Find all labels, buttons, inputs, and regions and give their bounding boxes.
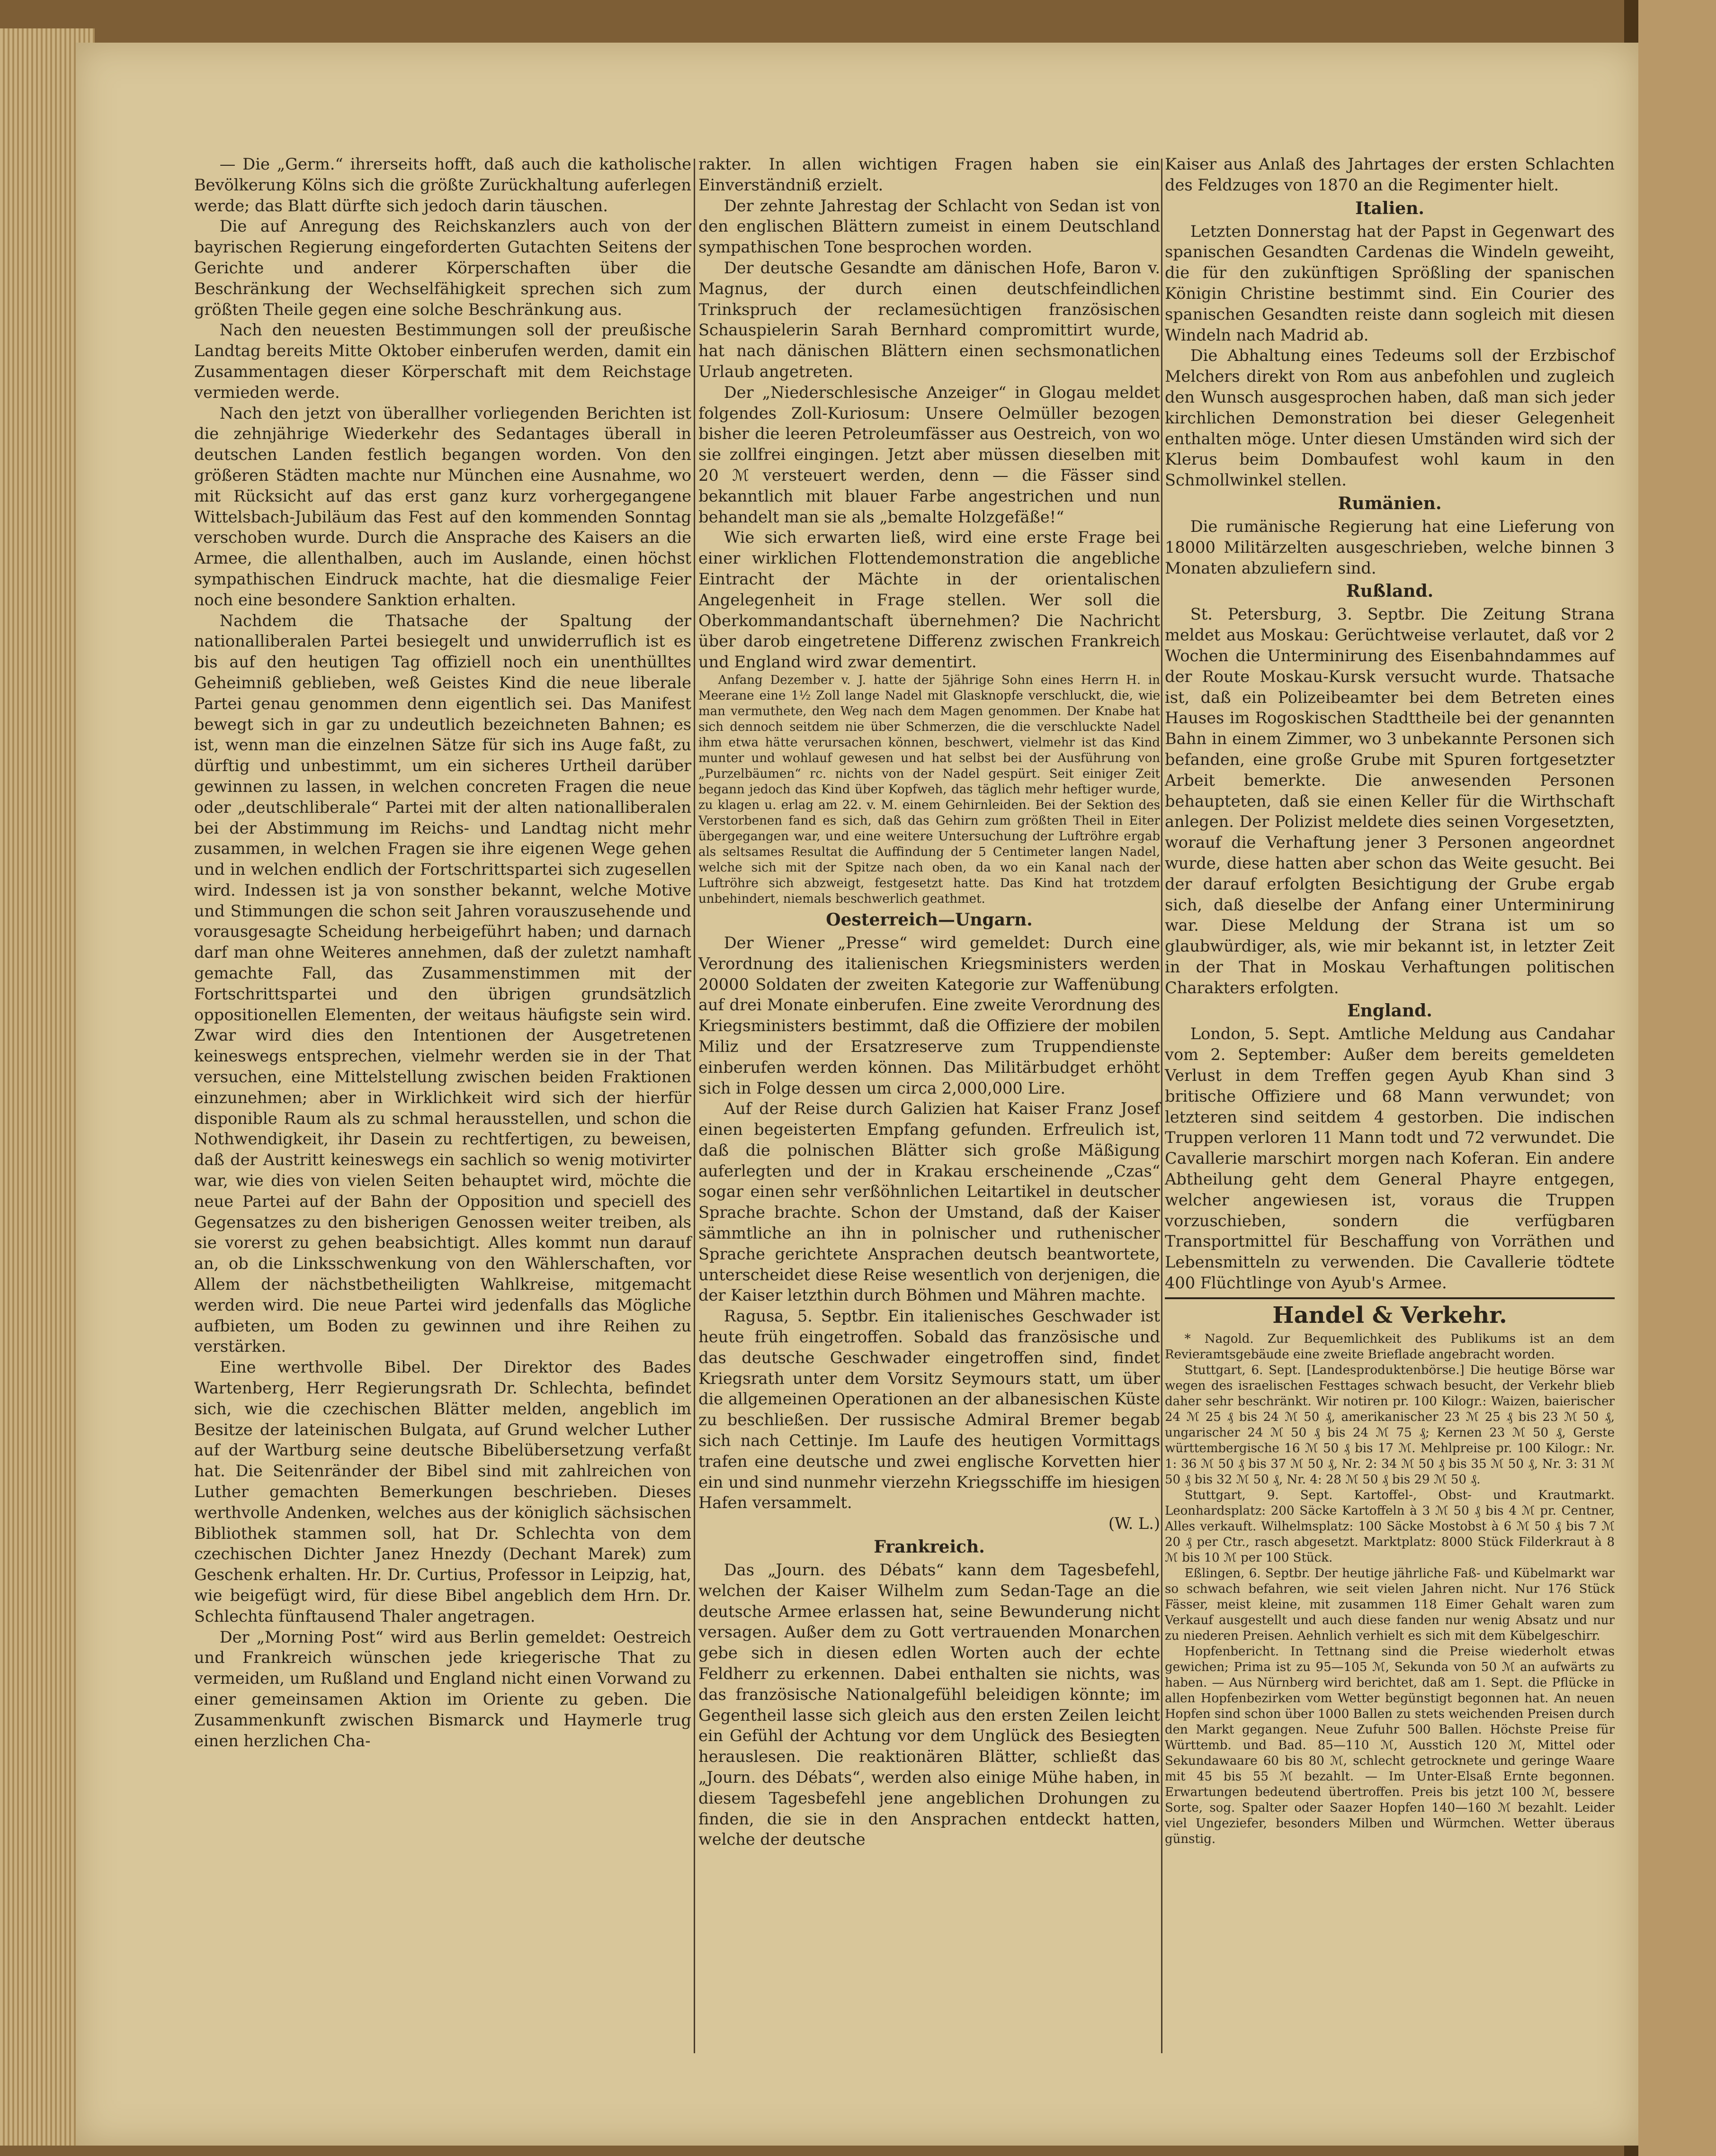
- trade-paragraph: Eßlingen, 6. Septbr. Der heutige jährliche Faß- und Kübelmarkt war so schwach befahren, wie seit vielen Jahren nicht. Nur 176 Stück Fässer, meist kleine, mit zusammen 118 Eimer Gehalt waren zum Verkauf ausgestellt und auch diese fanden nur wenig Absatz und nur zu niederen Preisen. Aehnlich verhielt es sich mit dem Kübelgeschirr.: [1165, 1566, 1615, 1643]
- section-heading-england: England.: [1347, 1001, 1432, 1021]
- section-heading-italy: Italien.: [1355, 198, 1424, 218]
- article-paragraph: — Die „Germ.“ ihrerseits hofft, daß auch die katholische Bevölkerung Kölns sich die größte Zurückhaltung auferlegen werde; das Blatt dürfte sich jedoch darin täuschen.: [194, 155, 691, 215]
- article-paragraph: St. Petersburg, 3. Septbr. Die Zeitung Strana meldet aus Moskau: Gerüchtweise verlautet, daß vor 2 Wochen die Unterminirung des Eisenbahndammes auf der Route Moskau-Kursk versucht wurde. Thatsache ist, daß ein Polizeibeamter bei dem Betreten eines Hauses im Rogoskischen Stadttheile bei der genannten Bahn in einem Zimmer, wo 3 unbekannte Personen sich befanden, eine große Grube mit Spuren fortgesetzter Arbeit bemerkte. Die anwesenden Personen behaupteten, daß sie einen Keller für die Wirthschaft anlegen. Der Polizist meldete dies seinen Vorgesetzten, worauf die Verhaftung jener 3 Personen angeordnet wurde, diese hatten aber schon das Weite gesucht. Bei der darauf erfolgten Besichtigung der Grube ergab sich, daß dieselbe der Anfang einer Unterminirung war. Diese Meldung der Strana ist um so glaubwürdiger, als, wie mir bekannt ist, in letzter Zeit in der That in Moskau Verhaftungen politischen Charakters erfolgten.: [1165, 605, 1615, 997]
- section-heading-romania: Rumänien.: [1338, 493, 1442, 513]
- article-paragraph: Ragusa, 5. Septbr. Ein italienisches Geschwader ist heute früh eingetroffen. Sobald das französische und das deutsche Geschwader eingetroffen sind, findet Kriegsrath unter dem Vorsitz Seymours statt, um über die allgemeinen Operationen an der albanesischen Küste zu beschließen. Der russische Admiral Bremer begab sich nach Cettinje. Im Laufe des heutigen Vormittags trafen eine deutsche und zwei englische Korvetten hier ein und sind nunmehr vierzehn Kriegsschiffe im hiesigen Hafen versammelt.: [698, 1307, 1160, 1512]
- section-heading-trade: Handel & Verkehr.: [1165, 1297, 1615, 1329]
- article-paragraph: London, 5. Sept. Amtliche Meldung aus Candahar vom 2. September: Außer dem bereits gemeldeten Verlust in dem Treffen gegen Ayub Khan sind 3 britische Offiziere und 68 Mann verwundet; von letzteren sind seitdem 4 gestorben. Die indischen Truppen verloren 11 Mann todt und 72 verwundet. Die Cavallerie marschirt morgen nach Koferan. Ein andere Abtheilung geht dem General Phayre entgegen, welcher angewiesen ist, voraus die Truppen vorzuschieben, sondern die verfügbaren Transportmittel für Beschaffung von Vorräthen und Lebensmitteln zu verwenden. Die Cavallerie tödtete 400 Flüchtlinge von Ayub's Armee.: [1165, 1024, 1615, 1293]
- trade-paragraph: Hopfenbericht. In Tettnang sind die Preise wiederholt etwas gewichen; Prima ist zu 95—105 ℳ, Sekunda von 50 ℳ an aufwärts zu haben. — Aus Nürnberg wird berichtet, daß am 1. Sept. die Pflücke in allen Hopfenbezirken vom Wetter begünstigt begonnen hat. An neuen Hopfen sind schon über 1000 Ballen zu stets weichenden Preisen durch den Markt gegangen. Neue Zufuhr 500 Ballen. Höchste Preise für Württemb. und Bad. 85—110 ℳ, Ausstich 120 ℳ, Mittel oder Sekundawaare 60 bis 80 ℳ, schlecht getrocknete und geringe Waare mit 45 bis 55 ℳ bezahlt. — Im Unter-Elsaß Ernte begonnen. Erwartungen bedeutend übertroffen. Preis bis jetzt 100 ℳ, bessere Sorte, sog. Spalter oder Saazer Hopfen 140—160 ℳ bezahlt. Leider viel Ungeziefer, besonders Milben und Würmchen. Wetter überaus günstig.: [1165, 1644, 1615, 1846]
- column-1: [194, 154, 691, 1751]
- article-paragraph: Nach den jetzt von überallher vorliegenden Berichten ist die zehnjährige Wiederkehr des Sedantages überall in deutschen Landen festlich begangen worden. Von den größeren Städten machte nur München eine Ausnahme, wo mit Rücksicht auf das erst ganz kurz vorhergegangene Wittelsbach-Jubiläum das Fest auf den kommenden Sonntag verschoben wurde. Durch die Ansprache des Kaisers an die Armee, die allenthalben, auch im Auslande, einen höchst sympathischen Eindruck machte, hat die diesmalige Feier noch eine besondere Sanktion erhalten.: [194, 404, 691, 609]
- section-heading-france: Frankreich.: [874, 1537, 985, 1557]
- article-paragraph: Der zehnte Jahrestag der Schlacht von Sedan ist von den englischen Blättern zumeist in einem Deutschland sympathischen Tone besprochen worden.: [698, 196, 1160, 257]
- article-signature: (W. L.): [1108, 1514, 1160, 1533]
- article-paragraph: Der deutsche Gesandte am dänischen Hofe, Baron v. Magnus, der durch einen deutschfeindlichen Trinkspruch der reclamesüchtigen französischen Schauspielerin Sarah Bernhard compromittirt wurde, hat nach dänischen Blättern einen sechsmonatlichen Urlaub angetreten.: [698, 258, 1160, 381]
- section-heading-russia: Rußland.: [1346, 581, 1434, 602]
- small-print-paragraph: Anfang Dezember v. J. hatte der 5jährige Sohn eines Herrn H. in Meerane eine 1½ Zoll lange Nadel mit Glasknopfe verschluckt, die, wie man vermuthete, den Weg nach dem Magen genommen. Der Knabe hat sich dennoch seitdem nie über Schmerzen, die die verschluckte Nadel ihm etwa hätte verursachen können, beschwert, vielmehr ist das Kind munter und wohlauf gewesen und hat selbst bei der Ausführung von „Purzelbäumen“ rc. nichts von der Nadel gespürt. Seit einiger Zeit begann jedoch das Kind über Kopfweh, das täglich mehr heftiger wurde, zu klagen u. erlag am 22. v. M. einem Gehirnleiden. Bei der Sektion des Verstorbenen fand es sich, daß das Gehirn zum größten Theil in Eiter übergegangen war, und eine weitere Untersuchung der Luftröhre ergab als seltsames Resultat die Auffindung der 5 Centimeter langen Nadel, welche sich mit der Spitze nach oben, da wo ein Kanal nach der Luftröhre sich abzweigt, festgesetzt hatte. Das Kind hat trotzdem unbehindert, niemals beschwerlich geathmet.: [698, 673, 1160, 906]
- article-paragraph: Die auf Anregung des Reichskanzlers auch von der bayrischen Regierung eingeforderten Gutachten Seitens der Gerichte und anderer Körperschaften über die Beschränkung der Wechselfähigkeit sprechen sich zum größten Theile gegen eine solche Beschränkung aus.: [194, 217, 691, 319]
- section-heading-austria: Oesterreich—Ungarn.: [826, 909, 1033, 930]
- article-paragraph: Wie sich erwarten ließ, wird eine erste Frage bei einer wirklichen Flottendemonstration die angebliche Eintracht der Mächte in der orientalischen Angelegenheit in Frage stellen. Wer soll die Oberkommandantschaft übernehmen? Die Nachricht über darob eingetretene Differenz zwischen Frankreich und England wird zwar dementirt.: [698, 528, 1160, 672]
- trade-paragraph: * Nagold. Zur Bequemlichkeit des Publikums ist an dem Revieramtsgebäude eine zweite Brieflade angebracht worden.: [1165, 1331, 1615, 1362]
- column-divider: [694, 159, 695, 2053]
- article-paragraph: Der „Morning Post“ wird aus Berlin gemeldet: Oestreich und Frankreich wünschen jede kriegerische That zu vermeiden, um Rußland und England nicht einen Vorwand zu einer gemeinsamen Aktion im Oriente zu geben. Die Zusammenkunft zwischen Bismarck und Haymerle trug einen herzlichen Cha-: [194, 1627, 691, 1750]
- article-paragraph: Das „Journ. des Débats“ kann dem Tagesbefehl, welchen der Kaiser Wilhelm zum Sedan-Tage an die deutsche Armee erlassen hat, seine Bewunderung nicht versagen. Außer dem zu Gott vertrauenden Monarchen gebe sich in diesen edlen Worten auch der echte Feldherr zu erkennen. Dabei enthalten sie nichts, was das französische Nationalgefühl beleidigen könnte; im Gegentheil lasse sich gleich aus den ersten Zeilen leicht ein Gefühl der Achtung vor dem Unglück des Besiegten herauslesen. Die reaktionären Blätter, schließt das „Journ. des Débats“, werden also einige Mühe haben, in diesem Tagesbefehl jene angeblichen Drohungen zu finden, die sie in den Ansprachen entdeckt hatten, welche der deutsche: [698, 1561, 1160, 1849]
- column-2: [698, 154, 1160, 1850]
- trade-paragraph: Stuttgart, 9. Sept. Kartoffel-, Obst- und Krautmarkt. Leonhardsplatz: 200 Säcke Kartoffeln à 3 ℳ 50 ₰ bis 4 ℳ pr. Centner, Alles verkauft. Wilhelmsplatz: 100 Säcke Mostobst à 6 ℳ 50 ₰ bis 7 ℳ 20 ₰ per Ctr., rasch abgesetzt. Marktplatz: 8000 Stück Filderkraut à 8 ℳ bis 10 ℳ per 100 Stück.: [1165, 1488, 1615, 1565]
- article-paragraph: Die rumänische Regierung hat eine Lieferung von 18000 Militärzelten ausgeschrieben, welche binnen 3 Monaten abzuliefern sind.: [1165, 517, 1615, 577]
- article-paragraph: Nach den neuesten Bestimmungen soll der preußische Landtag bereits Mitte Oktober einberufen werden, damit ein Zusammentagen dieser Körperschaft mit dem Reichstage vermieden werde.: [194, 321, 691, 402]
- article-paragraph: Auf der Reise durch Galizien hat Kaiser Franz Josef einen begeisterten Empfang gefunden. Erfreulich ist, daß die polnischen Blätter sich große Mäßigung auferlegten und der in Krakau erscheinende „Czas“ sogar einen sehr verßöhnlichen Leitartikel in deutscher Sprache brachte. Schon der Umstand, daß der Kaiser sämmtliche an ihn in polnischer und ruthenischer Sprache gerichtete Ansprachen deutsch beantwortete, unterscheidet diese Reise wesentlich von derjenigen, die der Kaiser letzthin durch Böhmen und Mähren machte.: [698, 1099, 1160, 1305]
- article-paragraph: Letzten Donnerstag hat der Papst in Gegenwart des spanischen Gesandten Cardenas die Windeln geweiht, die für den zukünftigen Sprößling der spanischen Königin Christine bestimmt sind. Ein Courier des spanischen Gesandten reiste dann sogleich mit diesen Windeln nach Madrid ab.: [1165, 222, 1615, 344]
- article-paragraph: Der Wiener „Presse“ wird gemeldet: Durch eine Verordnung des italienischen Kriegsministers werden 20000 Soldaten der zweiten Kategorie zur Waffenübung auf drei Monate einberufen. Eine zweite Verordnung des Kriegsministers bestimmt, daß die Offiziere der mobilen Miliz und der Ersatzreserve zum Truppendienste einberufen werden können. Das Militärbudget erhöht sich in Folge dessen um circa 2,000,000 Lire.: [698, 933, 1160, 1097]
- article-paragraph: Der „Niederschlesische Anzeiger“ in Glogau meldet folgendes Zoll-Kuriosum: Unsere Oelmüller bezogen bisher die leeren Petroleumfässer aus Oestreich, von wo sie zollfrei eingingen. Jetzt aber müssen dieselben mit 20 ℳ versteuert werden, denn — die Fässer sind bekanntlich mit blauer Farbe angestrichen und nun behandelt man sie als „bemalte Holzgefäße!“: [698, 383, 1160, 526]
- article-paragraph: Nachdem die Thatsache der Spaltung der nationalliberalen Partei besiegelt und unwiderruflich ist es bis auf den heutigen Tag offiziell noch ein unenthülltes Geheimniß geblieben, weß Geistes Kind die neue liberale Partei genau genommen denn eigentlich sei. Das Manifest bewegt sich in gar zu undeutlich bezeichneten Bahnen; es ist, wenn man die einzelnen Sätze für sich ins Auge faßt, zu dürftig und unbestimmt, um ein sicheres Urtheil darüber gewinnen zu lassen, in welchen concreten Fragen die neue oder „deutschliberale“ Partei mit der alten nationalliberalen bei der Abstimmung im Reichs- und Landtag nicht mehr zusammen, in welchen Fragen sie ihre eigenen Wege gehen und in welchen endlich der Fortschrittspartei sich zugesellen wird. Indessen ist ja von sonsther bekannt, welche Motive und Stimmungen die schon seit Jahren vorauszusehende und vorausgesagte Scheidung herbeigeführt haben; und darnach darf man ohne Weiteres annehmen, daß der zuletzt namhaft gemachte Fall, das Zusammenstimmen mit der Fortschrittspartei und den übrigen grundsätzlich oppositionellen Elementen, der weitaus häufigste sein wird. Zwar wird dies den Intentionen der Ausgetretenen keineswegs entsprechen, vielmehr werden sie in der That versuchen, eine Mittelstellung zwischen beiden Fraktionen einzunehmen; aber in Wirklichkeit wird sich der hierfür disponible Raum als zu schmal herausstellen, und schon die Nothwendigkeit, ihr Dasein zu rechtfertigen, zu beweisen, daß der Austritt keineswegs ein sachlich so wenig motivirter war, wie dies von vielen Seiten behauptet wird, möchte die neue Partei auf der Bahn der Opposition und speciell des Gegensatzes zu den bisherigen Genossen weiter treiben, als sie vorerst zu gehen beabsichtigt. Alles kommt nun darauf an, ob die Linksschwenkung von den Wählerschaften, vor Allem der nächstbetheiligten Wahlkreise, mitgemacht werden wird. Die neue Partei wird jedenfalls das Mögliche aufbieten, um Boden zu gewinnen und ihre Reihen zu verstärken.: [194, 611, 691, 1356]
- article-paragraph: Kaiser aus Anlaß des Jahrtages der ersten Schlachten des Feldzuges von 1870 an die Regimenter hielt.: [1165, 155, 1615, 194]
- trade-paragraph: Stuttgart, 6. Sept. [Landesproduktenbörse.] Die heutige Börse war wegen des israelischen Festtages schwach besucht, der Verkehr blieb daher sehr beschränkt. Wir notiren pr. 100 Kilogr.: Waizen, baierischer 24 ℳ 25 ₰ bis 24 ℳ 50 ₰, amerikanischer 23 ℳ 25 ₰ bis 23 ℳ 50 ₰, ungarischer 24 ℳ 50 ₰ bis 24 ℳ 75 ₰; Kernen 23 ℳ 50 ₰, Gerste württembergische 16 ℳ 50 ₰ bis 17 ℳ. Mehlpreise pr. 100 Kilogr.: Nr. 1: 36 ℳ 50 ₰ bis 37 ℳ 50 ₰, Nr. 2: 34 ℳ 50 ₰ bis 35 ℳ 50 ₰, Nr. 3: 31 ℳ 50 ₰ bis 32 ℳ 50 ₰, Nr. 4: 28 ℳ 50 ₰ bis 29 ℳ 50 ₰.: [1165, 1363, 1615, 1487]
- article-paragraph: Die Abhaltung eines Tedeums soll der Erzbischof Melchers direkt von Rom aus anbefohlen und zugleich den Wunsch ausgesprochen haben, daß man sich jeder kirchlichen Demonstration bei dieser Gelegenheit enthalten möge. Unter diesen Umständen wird sich der Klerus beim Dombaufest wohl kaum in den Schmollwinkel stellen.: [1165, 346, 1615, 490]
- column-divider: [1161, 159, 1162, 2053]
- article-paragraph: rakter. In allen wichtigen Fragen haben sie ein Einverständniß erzielt.: [698, 155, 1160, 194]
- article-paragraph: Eine werthvolle Bibel. Der Direktor des Bades Wartenberg, Herr Regierungsrath Dr. Schlechta, befindet sich, wie die czechischen Blätter melden, angeblich im Besitze der lateinischen Bulgata, auf Grund welcher Luther auf der Wartburg seine deutsche Bibelübersetzung verfaßt hat. Die Seitenränder der Bibel sind mit zahlreichen von Luther gemachten Bemerkungen beschrieben. Dieses werthvolle Andenken, welches aus der königlich sächsischen Bibliothek stammen soll, hat Dr. Schlechta von dem czechischen Dichter Janez Hnezdy (Dechant Marek) zum Geschenk erhalten. Hr. Dr. Curtius, Professor in Leipzig, hat, wie beigefügt wird, für diese Bibel angeblich dem Hrn. Dr. Schlechta fünftausend Thaler angetragen.: [194, 1358, 691, 1626]
- column-3: [1165, 154, 1615, 1847]
